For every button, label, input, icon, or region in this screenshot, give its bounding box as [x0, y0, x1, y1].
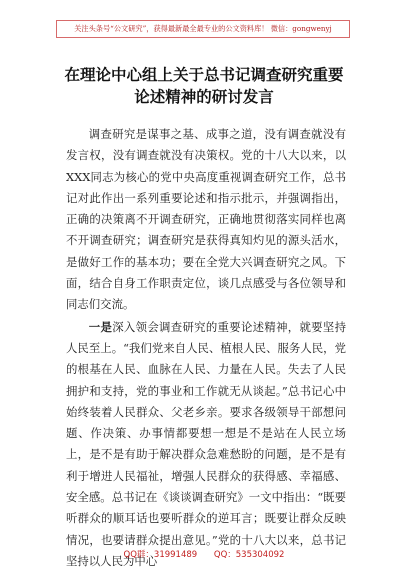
- qq-text: QQ：535304092: [213, 550, 285, 560]
- paragraph-intro: 调查研究是谋事之基、成事之道，没有调查就没有发言权，没有调查就没有决策权。党的十八大以来，以XXX同志为核心的党中央高度重视调查研究工作，总书记对此作出一系列重要论述和指示批示，并强调指出，正确的决策离不开调查研究，正确地贯彻落实同样也离不开调查研究；调查研究是获得真知灼见的源头活水，是做好工作的基本功；要在全党大兴调查研究之风。下面，结合自身工作职责定位，谈几点感受与各位领导和同志们交流。: [66, 127, 346, 312]
- promo-banner: [56, 20, 350, 38]
- promo-banner-text: 关注头条号“公文研究”，获得最新最全最专业的公文资料库！ 微信：gongwenyj: [74, 24, 332, 33]
- document-body: [66, 124, 346, 573]
- document-title: [40, 64, 368, 108]
- title-line-1: 在理论中心组上关于总书记调查研究重要: [64, 66, 344, 84]
- paragraph-lead: 一是: [88, 319, 113, 334]
- paragraph-point-one-text: 深入领会调查研究的重要论述精神，就要坚持人民至上。“我们党来自人民、植根人民、服务人民，党的根基在人民、血脉在人民、力量在人民。失去了人民拥护和支持，党的事业和工作就无从谈起。”总书记心中始终装着人民群众、父老乡亲。要求各级领导干部想问题、作决策、办事情都要想一想是不是站在人民立场上，是不是有助于解决群众急难愁盼的问题，是不是有利于增进人民福祉，增强人民群众的获得感、幸福感、安全感。总书记在《谈谈调查研究》一文中指出：“既要听群众的顺耳话也要听群众的逆耳言；既要让群众反映情况，也要请群众提出意见。”党的十八大以来，总书记坚持以人民为中心: [66, 319, 346, 568]
- qq-group-text: QQ群：31991489: [123, 550, 198, 560]
- paragraph-point-one: [66, 317, 346, 573]
- contact-footer: [0, 548, 408, 560]
- title-line-2: 论述精神的研讨发言: [134, 88, 274, 106]
